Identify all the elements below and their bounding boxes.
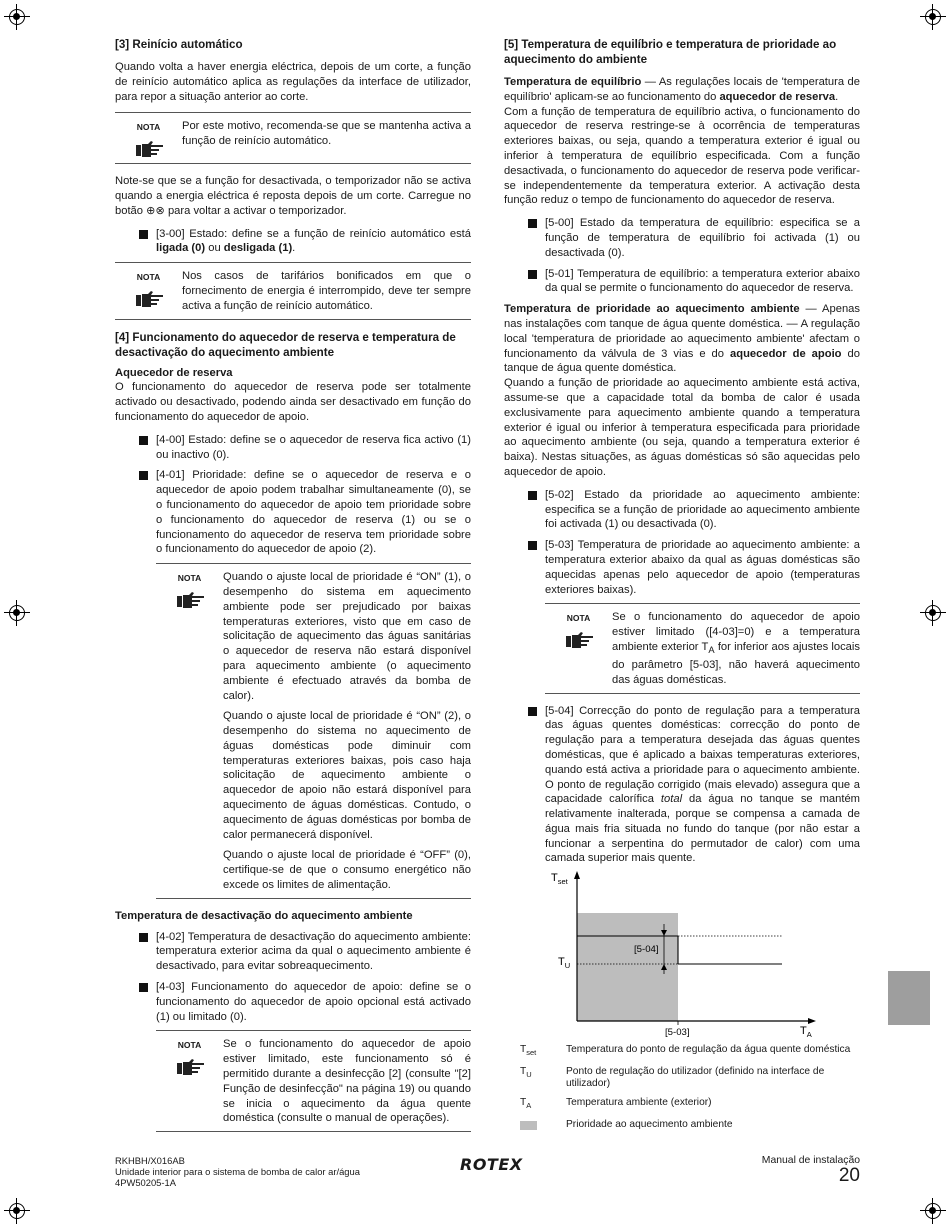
list-item: [4-01] Prioridade: define se o aquecedor de reserva e o aquecedor de apoio podem trabalhar simultaneamente (0), se o funcionamento do aquecedor de apoio tem prioridade sobre o funcionamento do aquecedor de reserva (1) ou se o funcionamento do aquecedor de reserva tem prioridade sobre o funcionamento do aquecedor de apoio (2). [156,469,471,556]
legend-row: $T_U$ Ponto de regulação do utilizador (definido na interface de utilizador) [520,1066,860,1090]
note-text: Por este motivo, recomenda-se que se mantenha activa a função de reinício automático. [182,120,471,148]
section-5-heading: [5] Temperatura de equilíbrio e temperatura de prioridade ao aquecimento do ambiente [504,38,837,66]
paragraph: Quando volta a haver energia eléctrica, depois de um corte, a função de reinício automático aplica as regulações da interface de utilizador, para repor a situação anterior ao corte. [115,61,471,103]
mark-503-label: [5-03] [665,1027,690,1038]
setting-list [115,930,471,1025]
legend-text: Prioridade ao aquecimento ambiente [566,1119,733,1131]
legend-swatch [520,1121,537,1130]
note-box [156,1030,471,1132]
note-text: Quando o ajuste local de prioridade é “OFF” (0), certifique-se de que o consumo energético não excede os limites de alimentação. [223,849,471,892]
pointing-hand-icon [134,290,164,308]
setting-list [504,488,860,598]
legend-text: Temperatura do ponto de regulação da água quente doméstica [566,1044,851,1055]
y-axis-arrow [574,871,580,879]
page-number: 20 [838,1165,860,1186]
legend-row: $T_A$ Temperatura ambiente (exterior) [520,1097,712,1111]
pointing-hand-icon [175,1058,205,1076]
list-item: [5-00] Estado da temperatura de equilíbrio: especifica se a função de temperatura de equilíbrio foi activada (1) ou desactivada (0). [545,217,860,259]
registration-mark-icon [4,1198,30,1224]
pointing-hand-icon [175,591,205,609]
diagram-svg [520,868,860,1040]
diagram-legend [520,1044,860,1141]
legend-text: Temperatura ambiente (exterior) [566,1097,712,1109]
note-label: NOTA [136,122,161,133]
rotex-logo: ROTEX [460,1155,523,1174]
list-item: [5-04] Correcção do ponto de regulação para a temperatura das águas quentes domésticas: correcção do ponto de regulação para a temperatura desejada das águas quentes domésticas, que é aplicado a baixas temperaturas exteriores, quando está activa a prioridade para o aquecimento ambiente. O ponto de regulação corrigido (mais elevado) assegura que a capacidade calorífica total da água no tanque se mantém relativamente inalterada, porque se compensa a camada de água mais fria situada no fundo do tanque (por não estar a funcionar a serpentina do permutador de calor) com uma camada superior mais quente. [545,704,860,865]
x-axis-arrow [808,1018,816,1024]
registration-mark-icon [4,4,30,30]
subheading: Aquecedor de reserva [115,366,233,379]
legend-row [520,1119,860,1134]
note-label: NOTA [136,272,161,283]
list-item: [5-03] Temperatura de prioridade ao aquecimento ambiente: a temperatura exterior abaixo da qual as águas domésticas são aquecidas apenas pelo aquecedor de apoio (temperaturas exteriores baixas). [545,539,860,596]
section-4-heading: [4] Funcionamento do aquecedor de reserva e temperatura de desactivação do aquecimento ambiente [115,330,456,359]
list-item: [3-00] Estado: define se a função de reinício automático está ligada (0) ou desligada (1). [156,227,471,255]
registration-mark-icon [920,1198,946,1224]
list-item: [5-01] Temperatura de equilíbrio: a temperatura exterior abaixo da qual se permite o funcionamento do aquecedor de reserva. [545,267,860,295]
chapter-tab [888,971,930,1025]
note-label: NOTA [566,613,591,624]
left-column [115,37,471,1142]
note-text: Quando o ajuste local de prioridade é “ON” (2), o desempenho do sistema no aquecimento de águas domésticas pode diminuir com temperaturas exteriores baixas, pois caso haja solicitação de aquecimento ambiente o aquecedor de apoio não estará disponível para aquecimento de águas domésticas. Contudo, o aquecimento de águas domésticas por bomba de calor permanecerá disponível. [223,710,471,841]
registration-mark-icon [920,600,946,626]
paragraph: Quando a função de prioridade ao aquecimento ambiente está activa, assume-se que a capacidade total da bomba de calor é usada exclusivamente para aquecimento ambiente quando a temperatura exterior é igual ou inferior à temperatura especificada para prioridade ao aquecimento ambiente (ou seja, quando a temperatura exterior é baixa). Nestas situações, as águas domésticas só são aquecidas pelo aquecedor de apoio. [504,377,860,478]
setting-list [504,216,860,296]
note-text: Se o funcionamento do aquecedor de apoio estiver limitado ([4-03]=0) e a temperatura ambiente exterior $T_A$ for inferior aos ajustes locais do parâmetro [5-03], não haverá aquecimento das águas domésticas. [612,611,860,686]
subheading: Temperatura de desactivação do aquecimento ambiente [115,909,413,922]
note-text: Nos casos de tarifários bonificados em que o fornecimento de energia é interrompido, deve ter sempre activa a função de reinício automático. [182,270,471,312]
paragraph: Temperatura de equilíbrio — As regulações locais de 'temperatura de equilíbrio' aplicam-se ao funcionamento do aquecedor de reserva. [504,76,860,103]
document-code: RKHBH/X016AB [115,1155,185,1166]
right-column [504,37,860,872]
note-label: NOTA [177,573,202,584]
registration-mark-icon [920,4,946,30]
x-axis-label: $T_A$ [800,1025,812,1039]
y-axis-label: $T_{set}$ [551,872,568,886]
note-label: NOTA [177,1040,202,1051]
mark-504-label: [5-04] [634,944,659,955]
setting-list [504,704,860,867]
setting-list [115,433,471,557]
note-box [156,563,471,899]
tu-label: $T_U$ [558,956,571,970]
list-item: [5-02] Estado da prioridade ao aquecimento ambiente: especifica se a função de prioridade ao aquecimento ambiente foi activada (1) ou desactivada (0). [545,488,860,531]
list-item: [4-02] Temperatura de desactivação do aquecimento ambiente: temperatura exterior acima da qual o aquecimento ambiente é desactivado, para evitar sobreaquecimento. [156,930,471,973]
setting-list [115,227,471,257]
note-text: Quando o ajuste local de prioridade é “ON” (1), o desempenho do sistema em aquecimento ambiente pode ser prejudicado por baixas temperaturas exteriores, visto que em caso de solicitação de aquecimento das águas sanitárias o aquecedor de reserva não estará disponível para aquecimento ambiente (o aquecimento ambiente é efectuado através da bomba de calor). [223,571,471,702]
document-subtitle: Unidade interior para o sistema de bomba de calor ar/água [115,1166,360,1177]
pointing-hand-icon [564,631,594,649]
manual-title: Manual de instalação [761,1155,860,1166]
paragraph: Com a função de temperatura de equilíbrio activa, o funcionamento do aquecedor de reserva restringe-se à ocorrência de temperaturas exteriores baixas, ou seja, quando a temperatura exterior é igual ou inferior à temperatura de equilíbrio especificada. Com a função desactivada, o funcionamento do aquecedor de reserva pode verificar-se independentemente da temperatura exterior. A activação desta função reduz o tempo de funcionamento do aquecedor de reserva. [504,105,860,207]
note-box [115,262,471,319]
paragraph: O funcionamento do aquecedor de reserva pode ser totalmente activado ou desactivado, podendo ainda ser desactivado em função do funcionamento do aquecedor de apoio. [115,381,471,423]
note-box [545,603,860,693]
note-box [115,112,471,164]
legend-text: Ponto de regulação do utilizador (definido na interface de utilizador) [566,1066,825,1090]
registration-mark-icon [4,600,30,626]
list-item: [4-03] Funcionamento do aquecedor de apoio: define se o funcionamento do aquecedor de apoio opcional está activado (1) ou limitado (0). [156,981,471,1023]
legend-row: $T_{set}$ Temperatura do ponto de regulação da água quente doméstica [520,1044,851,1058]
section-3-heading: [3] Reinício automático [115,38,243,51]
paragraph: Temperatura de prioridade ao aquecimento ambiente — Apenas nas instalações com tanque de água quente doméstica. — A regulação local 'temperatura de prioridade ao aquecimento ambiente' afectam o funcionamento da válvula de 3 vias e do aquecedor de apoio do tanque de água quente doméstica. [504,303,860,375]
paragraph: Note-se que se a função for desactivada, o temporizador não se activa quando a energia eléctrica é reposta depois de um corte. Carregue no botão ⊕⊗ para voltar a activar o temporizador. [115,175,471,217]
list-item: [4-00] Estado: define se o aquecedor de reserva fica activo (1) ou inactivo (0). [156,433,471,461]
priority-diagram [520,868,860,1040]
note-text: Se o funcionamento do aquecedor de apoio estiver limitado, este funcionamento só é permitido durante a desinfecção [2] (consulte "[2] Função de desinfecção" na página 19) ou quando se inicia o aquecimento da água quente doméstica (consulte o manual de operações). [223,1038,471,1125]
document-reference: 4PW50205-1A [115,1177,176,1188]
pointing-hand-icon [134,140,164,158]
